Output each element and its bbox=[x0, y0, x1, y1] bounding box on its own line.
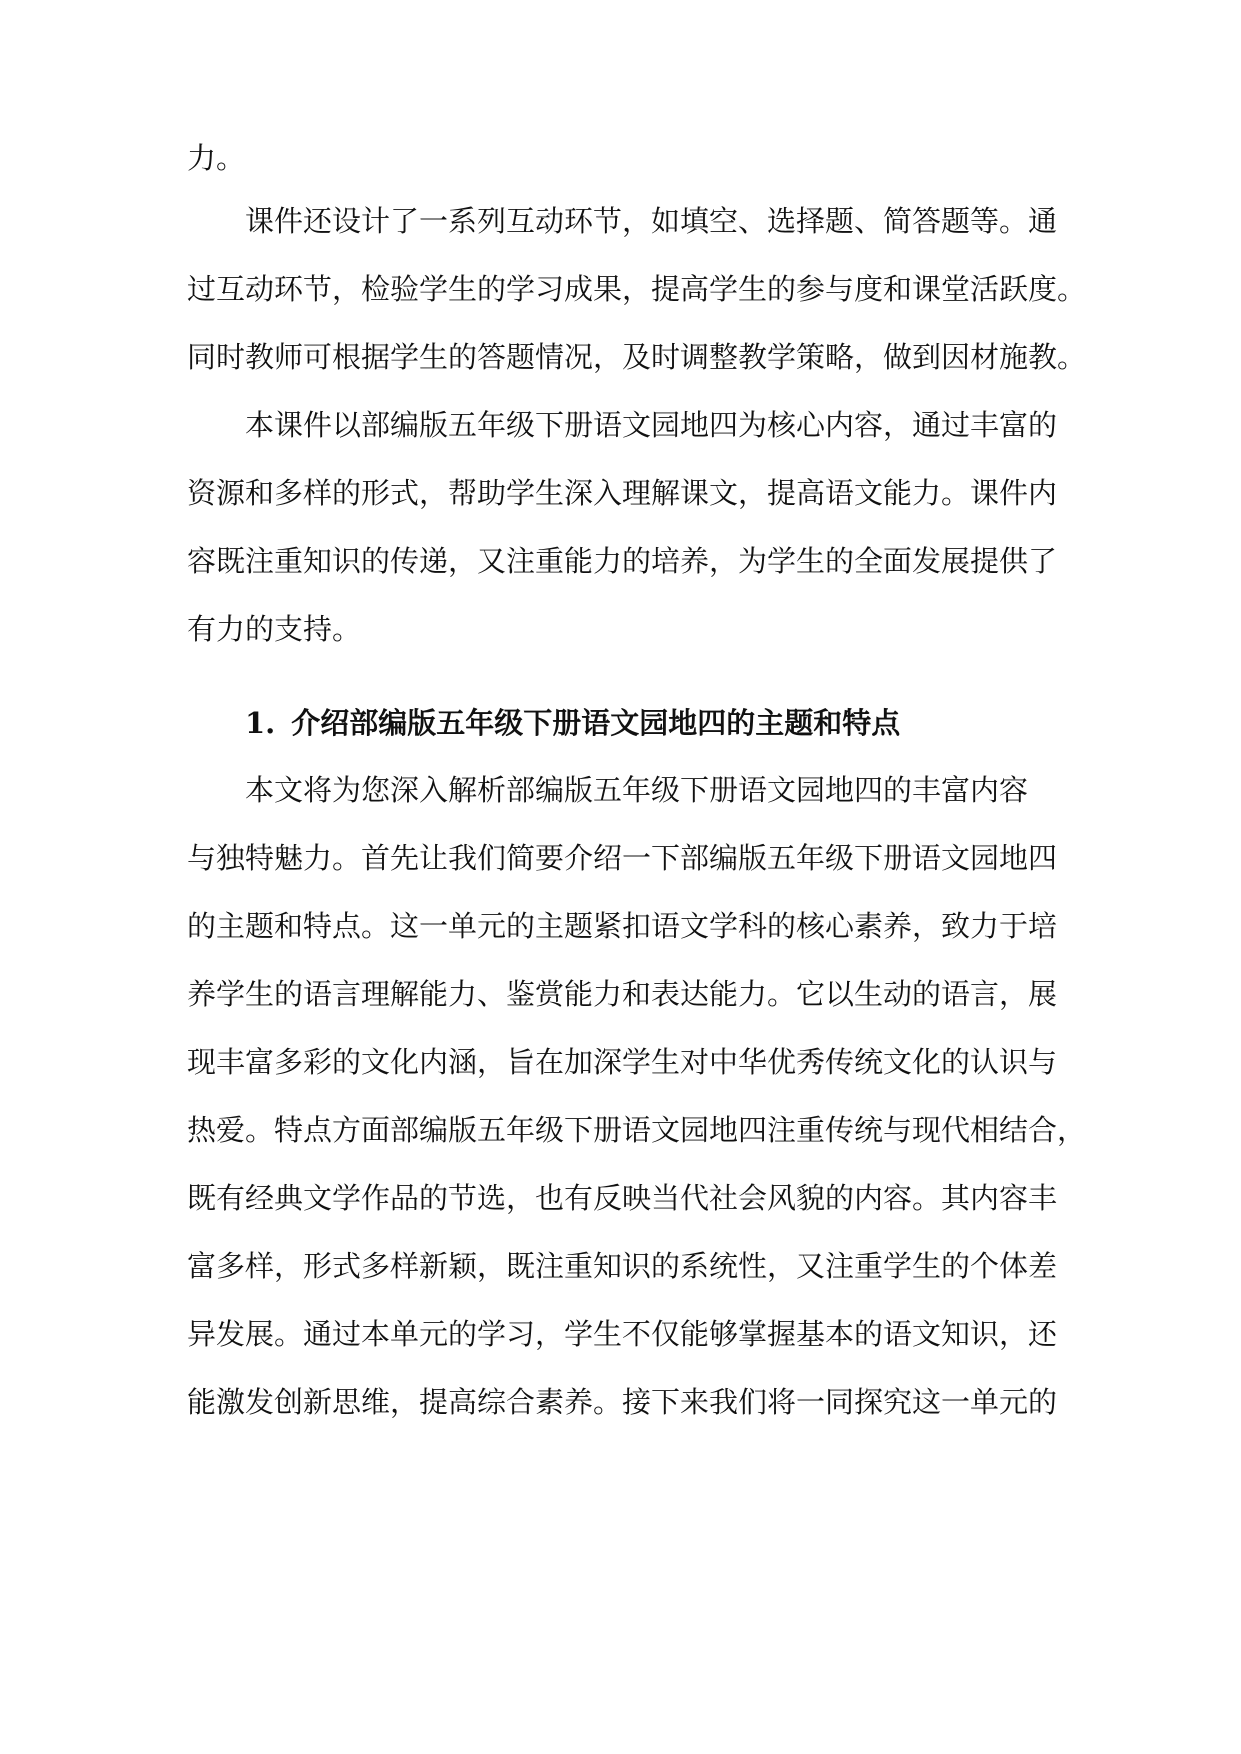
paragraph-line: 能激发创新思维，提高综合素养。接下来我们将一同探究这一单元的 bbox=[187, 1385, 1058, 1419]
paragraph-line: 过互动环节，检验学生的学习成果，提高学生的参与度和课堂活跃度。 bbox=[187, 272, 1087, 306]
paragraph-line: 的主题和特点。这一单元的主题紧扣语文学科的核心素养，致力于培 bbox=[187, 909, 1058, 943]
section-number: 1. bbox=[245, 706, 276, 740]
paragraph-line: 富多样，形式多样新颖，既注重知识的系统性，又注重学生的个体差 bbox=[187, 1249, 1058, 1283]
paragraph-line: 同时教师可根据学生的答题情况，及时调整教学策略，做到因材施教。 bbox=[187, 340, 1087, 374]
paragraph-line: 异发展。通过本单元的学习，学生不仅能够掌握基本的语文知识，还 bbox=[187, 1317, 1058, 1351]
paragraph-line: 资源和多样的形式，帮助学生深入理解课文，提高语文能力。课件内 bbox=[187, 476, 1058, 510]
paragraph-line: 既有经典文学作品的节选，也有反映当代社会风貌的内容。其内容丰 bbox=[187, 1181, 1058, 1215]
paragraph-line: 有力的支持。 bbox=[187, 612, 362, 646]
paragraph-line: 现丰富多彩的文化内涵，旨在加深学生对中华优秀传统文化的认识与 bbox=[187, 1045, 1058, 1079]
paragraph-line: 本文将为您深入解析部编版五年级下册语文园地四的丰富内容 bbox=[187, 773, 1029, 807]
paragraph-line: 与独特魅力。首先让我们简要介绍一下部编版五年级下册语文园地四 bbox=[187, 841, 1058, 875]
section-heading bbox=[245, 703, 900, 743]
paragraph-line: 课件还设计了一系列互动环节，如填空、选择题、简答题等。通 bbox=[187, 204, 1058, 238]
paragraph-line: 本课件以部编版五年级下册语文园地四为核心内容，通过丰富的 bbox=[187, 408, 1058, 442]
paragraph-line: 养学生的语言理解能力、鉴赏能力和表达能力。它以生动的语言，展 bbox=[187, 977, 1058, 1011]
section-title: 介绍部编版五年级下册语文园地四的主题和特点 bbox=[291, 706, 901, 740]
paragraph-line: 热爱。特点方面部编版五年级下册语文园地四注重传统与现代相结合， bbox=[187, 1113, 1087, 1147]
paragraph-line: 力。 bbox=[187, 141, 246, 175]
paragraph-line: 容既注重知识的传递，又注重能力的培养，为学生的全面发展提供了 bbox=[187, 544, 1058, 578]
